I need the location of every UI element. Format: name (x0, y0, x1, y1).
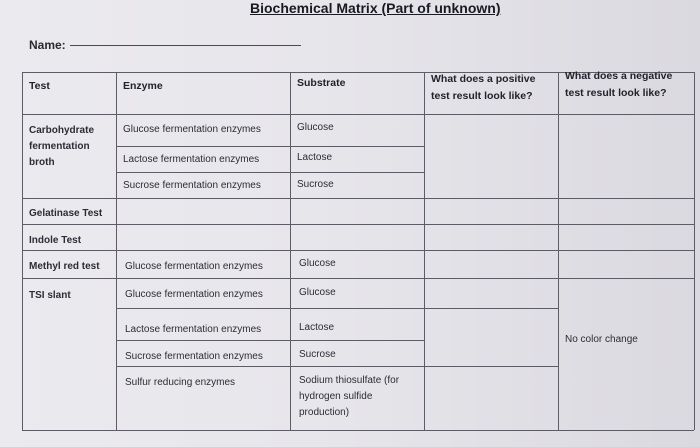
test-indole: Indole Test (29, 235, 82, 246)
enzyme-cell: Lactose fermentation enzymes (125, 324, 262, 335)
substrate-cell: Glucose (299, 287, 336, 298)
table-line (22, 278, 694, 279)
table-line (22, 250, 694, 251)
substrate-cell: Sucrose (299, 349, 336, 360)
table-line (694, 72, 695, 430)
substrate-cell: Lactose (297, 152, 333, 163)
table-line (22, 224, 694, 225)
enzyme-cell: Sucrose fermentation enzymes (125, 351, 263, 362)
enzyme-cell: Glucose fermentation enzymes (125, 261, 263, 272)
enzyme-cell: Lactose fermentation enzymes (123, 154, 260, 165)
substrate-cell: Lactose (299, 322, 335, 333)
substrate-cell: Sodium thiosulfate (for hydrogen sulfide production) (299, 375, 400, 418)
enzyme-cell: Glucose fermentation enzymes (123, 124, 261, 135)
enzyme-cell: Sulfur reducing enzymes (125, 377, 236, 388)
header-test: Test (29, 80, 50, 92)
test-carbohydrate-fermentation: Carbohydrate fermentation broth (29, 125, 95, 168)
name-label: Name: (29, 38, 66, 52)
table-line (116, 146, 424, 147)
page-title: Biochemical Matrix (Part of unknown) (250, 0, 501, 16)
table-line (558, 72, 559, 430)
test-gelatinase: Gelatinase Test (29, 208, 103, 219)
table-line (290, 72, 291, 430)
table-line (116, 72, 117, 430)
table-line (424, 72, 425, 430)
substrate-cell: Glucose (299, 258, 336, 269)
substrate-cell: Sucrose (297, 179, 334, 190)
table-line (22, 430, 694, 431)
table-line (116, 172, 424, 173)
substrate-cell: Glucose (297, 122, 334, 133)
table-line (116, 366, 558, 367)
header-substrate: Substrate (297, 77, 346, 89)
enzyme-cell: Sucrose fermentation enzymes (123, 180, 261, 191)
table-line (22, 198, 694, 199)
test-tsi-slant: TSI slant (29, 290, 71, 301)
table-line (22, 72, 23, 430)
table-line (116, 308, 558, 309)
header-positive: What does a positive test result look like? (431, 73, 536, 102)
negative-result-cell: No color change (565, 334, 638, 345)
test-methyl-red: Methyl red test (29, 261, 100, 272)
table-line (116, 340, 424, 341)
enzyme-cell: Glucose fermentation enzymes (125, 289, 263, 300)
header-negative: What does a negative test result look like? (565, 70, 673, 99)
header-enzyme: Enzyme (123, 80, 163, 92)
table-line (22, 114, 694, 115)
